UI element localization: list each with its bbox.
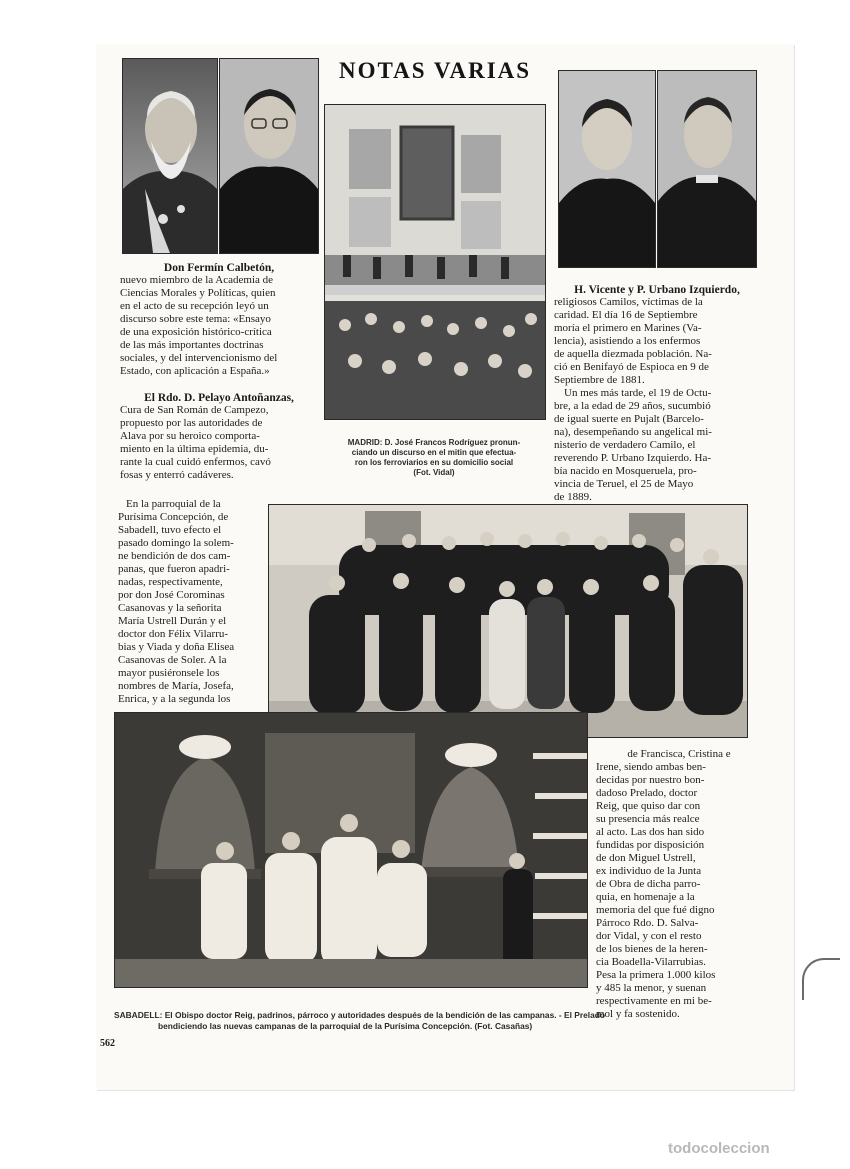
text-line: sociales, y del intervencionismo del bbox=[120, 352, 278, 364]
text-line: reverendo P. Urbano Izquierdo. Ha- bbox=[554, 452, 711, 464]
text-line: doctor don Félix Vilarru- bbox=[118, 628, 229, 640]
portrait-urbano-izquierdo bbox=[657, 70, 757, 268]
text-line: María Ustrell Durán y el bbox=[118, 615, 227, 627]
caption-line: SABADELL: El Obispo doctor Reig, padrinos, párroco y autoridades después de la bendición de las campanas. - El Prelado bbox=[114, 1010, 605, 1020]
izquierdo-article bbox=[554, 284, 760, 504]
text-line: dadoso Prelado, doctor bbox=[596, 787, 698, 799]
text-line: discurso sobre este tema: «Ensayo bbox=[120, 313, 271, 325]
antonanzas-name: El Rdo. D. Pelayo Antoñanzas, bbox=[144, 392, 294, 404]
text-line: Casanovas de Soler. A la bbox=[118, 654, 227, 666]
photo-sabadell-group bbox=[268, 504, 748, 738]
text-line: cia Boadella-Vilarrubias. bbox=[596, 956, 706, 968]
page-number: 562 bbox=[100, 1038, 115, 1049]
caption-line: (Fot. Vidal) bbox=[413, 468, 455, 477]
text-line: panas, que fueron apadri- bbox=[118, 563, 230, 575]
text-line: decidas por nuestro bon- bbox=[596, 774, 705, 786]
izquierdo-name: H. Vicente y P. Urbano Izquierdo, bbox=[574, 284, 740, 296]
text-line: nombres de María, Josefa, bbox=[118, 680, 234, 692]
antonanzas-text bbox=[120, 404, 318, 482]
text-line: dor Vidal, y con el resto bbox=[596, 930, 702, 942]
watermark-text: todocoleccion bbox=[668, 1140, 770, 1157]
text-line: ne bendición de dos cam- bbox=[118, 550, 231, 562]
text-line: ció en Benifayó de Espioca en 9 de bbox=[554, 361, 709, 373]
text-line: quia, en homenaje a la bbox=[596, 891, 695, 903]
text-line: su presencia más realce bbox=[596, 813, 700, 825]
photo-sabadell-bells bbox=[114, 712, 588, 988]
text-line: moría el primero en Marines (Va- bbox=[554, 322, 702, 334]
text-line: Reig, que quiso dar con bbox=[596, 800, 701, 812]
text-line: ex individuo de la Junta bbox=[596, 865, 702, 877]
caption-line: MADRID: D. José Francos Rodríguez pronun- bbox=[347, 438, 521, 447]
text-line: nisterio de verdadero Camilo, el bbox=[554, 439, 696, 451]
text-line: mayor pusiéronsele los bbox=[118, 667, 220, 679]
text-line: de las más importantes doctrinas bbox=[120, 339, 264, 351]
text-line: bre, a la edad de 29 años, sucumbió bbox=[554, 400, 711, 412]
text-line: vincia de Teruel, el 25 de Mayo bbox=[554, 478, 694, 490]
text-line: Alava por su heroico comporta- bbox=[120, 430, 260, 442]
caption-line: bendiciendo las nuevas campanas de la parroquial de la Purísima Concepción. (Fot. Casañas) bbox=[158, 1021, 533, 1031]
text-line: Estado, con aplicación a España.» bbox=[120, 365, 270, 377]
text-line: nadas, respectivamente, bbox=[118, 576, 223, 588]
text-line: bias y Viada y doña Elisea bbox=[118, 641, 235, 653]
text-line: fundidas por disposición bbox=[596, 839, 705, 851]
text-line: propuesto por las autoridades de bbox=[120, 417, 263, 429]
page-title: NOTAS VARIAS bbox=[338, 58, 532, 83]
text-line: de don Miguel Ustrell, bbox=[596, 852, 696, 864]
text-line: fosas y enterró cadáveres. bbox=[120, 469, 234, 481]
text-line: Pesa la primera 1.000 kilos bbox=[596, 969, 716, 981]
text-line: lencia), asistiendo a los enfermos bbox=[554, 335, 701, 347]
calbeton-name: Don Fermín Calbetón, bbox=[163, 262, 275, 274]
scan-edge-mark bbox=[802, 958, 840, 1000]
madrid-caption bbox=[320, 438, 548, 478]
text-line: Casanovas y la señorita bbox=[118, 602, 222, 614]
text-line: miento en la última epidemia, du- bbox=[120, 443, 269, 455]
text-line: pasado domingo la solem- bbox=[118, 537, 234, 549]
calbeton-text bbox=[120, 274, 318, 378]
magazine-page bbox=[96, 44, 794, 1090]
antonanzas-article bbox=[120, 392, 318, 482]
text-line: Cura de San Román de Campezo, bbox=[120, 404, 269, 416]
text-line: memoria del que fué digno bbox=[596, 904, 715, 916]
text-line: Irene, siendo ambas ben- bbox=[596, 761, 706, 773]
caption-line: ciando un discurso en el mitin que efectua- bbox=[351, 448, 517, 457]
text-line: bía nacido en Mosqueruela, pro- bbox=[554, 465, 697, 477]
text-line: de aquella diezmada población. Na- bbox=[554, 348, 712, 360]
photo-madrid-meeting bbox=[324, 104, 546, 420]
text-line: de los bienes de la heren- bbox=[596, 943, 708, 955]
text-line: nuevo miembro de la Academia de bbox=[120, 274, 274, 286]
text-line: en el acto de su recepción leyó un bbox=[120, 300, 269, 312]
text-line: por don José Corominas bbox=[118, 589, 225, 601]
text-line: En la parroquial de la bbox=[126, 498, 221, 510]
text-line: caridad. El día 16 de Septiembre bbox=[554, 309, 698, 321]
sabadell-text-right bbox=[596, 748, 762, 1021]
text-line: rante la cual cuidó enfermos, cavó bbox=[120, 456, 271, 468]
text-line: Ciencias Morales y Políticas, quien bbox=[120, 287, 276, 299]
text-line: de igual suerte en Pujalt (Barcelo- bbox=[554, 413, 704, 425]
portrait-antonanzas bbox=[219, 58, 319, 254]
text-line: religiosos Camilos, víctimas de la bbox=[554, 296, 703, 308]
text-line: Enrica, y a la segunda los bbox=[118, 693, 231, 705]
sabadell-text-left bbox=[118, 498, 256, 706]
text-line: Un mes más tarde, el 19 de Octu- bbox=[564, 387, 712, 399]
text-line: mol y fa sostenido. bbox=[596, 1008, 680, 1020]
calbeton-article bbox=[120, 262, 318, 378]
text-line: de Obra de dicha parro- bbox=[596, 878, 701, 890]
text-line: respectivamente en mi be- bbox=[596, 995, 712, 1007]
text-line: Septiembre de 1881. bbox=[554, 374, 645, 386]
text-line: al acto. Las dos han sido bbox=[596, 826, 705, 838]
text-line: y 485 la menor, y suenan bbox=[596, 982, 707, 994]
text-line: Párroco Rdo. D. Salva- bbox=[596, 917, 699, 929]
text-line: de una exposición histórico-crítica bbox=[120, 326, 272, 338]
portrait-calbeton bbox=[122, 58, 218, 254]
text-line: na), desempeñando su angelical mi- bbox=[554, 426, 712, 438]
caption-line: ron los ferroviarios en su domicilio social bbox=[354, 458, 514, 467]
text-line: Sabadell, tuvo efecto el bbox=[118, 524, 222, 536]
text-line: de Francisca, Cristina e bbox=[627, 748, 731, 760]
text-line: de 1889. bbox=[554, 491, 592, 503]
izquierdo-text bbox=[554, 296, 760, 504]
sabadell-caption bbox=[114, 1010, 764, 1032]
text-line: Purísima Concepción, de bbox=[118, 511, 229, 523]
portrait-vicente-izquierdo bbox=[558, 70, 656, 268]
